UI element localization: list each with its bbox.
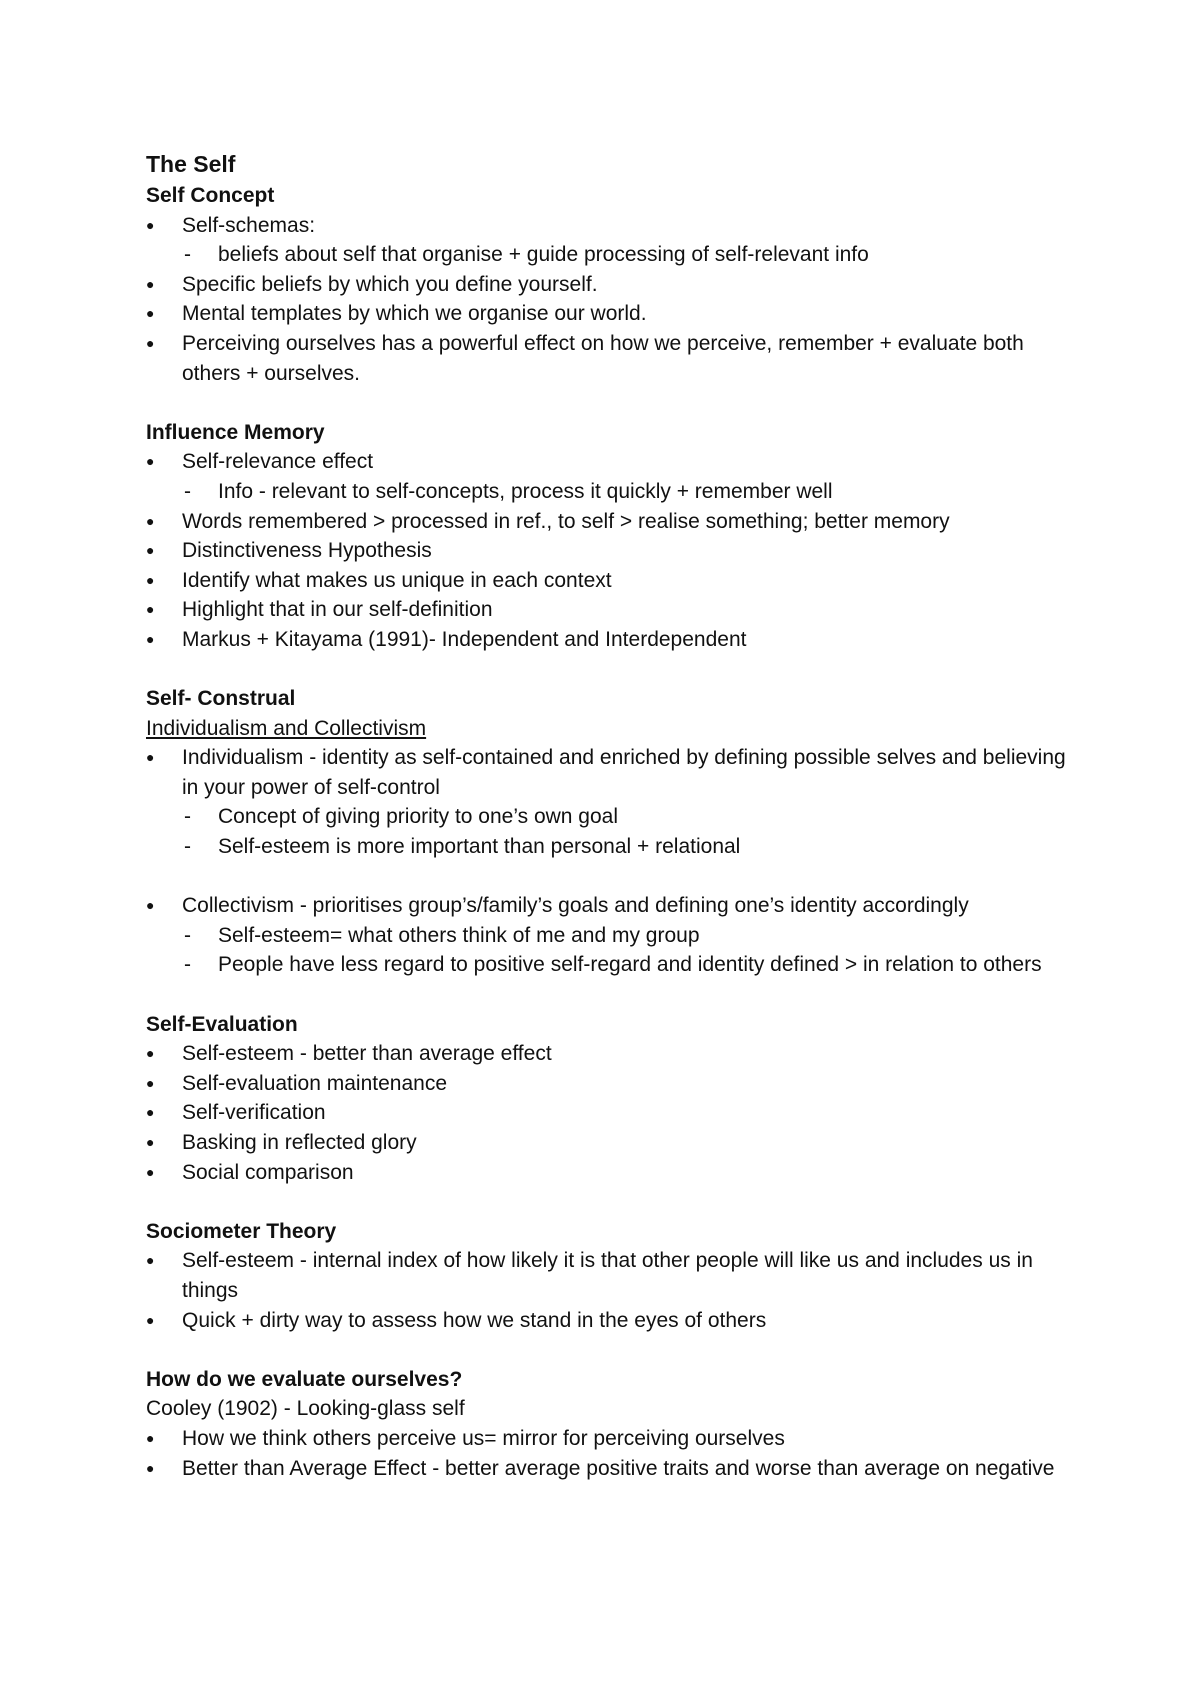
dash-icon: - [184, 479, 191, 503]
sub-list-item [182, 240, 1066, 270]
list-item-text: Words remembered > processed in ref., to self > realise something; better memory [182, 509, 950, 533]
bullet-list [146, 743, 1066, 980]
bullet-icon: ● [146, 305, 155, 322]
sub-list-item [182, 950, 1066, 980]
document-body [146, 147, 1066, 1483]
bullet-icon: ● [146, 542, 155, 559]
list-item-text: Self-esteem - better than average effect [182, 1042, 552, 1066]
section-self-construal [146, 684, 1066, 980]
dash-icon: - [184, 805, 191, 829]
list-item [146, 1098, 1066, 1128]
bullet-icon: ● [146, 1429, 155, 1446]
list-item-text: Perceiving ourselves has a powerful effect on how we perceive, remember + evaluate both others + ourselves. [182, 331, 1024, 385]
bullet-icon: ● [146, 334, 155, 351]
dash-icon: - [184, 953, 191, 977]
list-item [146, 595, 1066, 625]
bullet-icon: ● [146, 1074, 155, 1091]
bullet-icon: ● [146, 571, 155, 588]
list-item-text: Self-schemas: [182, 213, 316, 237]
list-item-text: How we think others perceive us= mirror for perceiving ourselves [182, 1426, 785, 1450]
bullet-icon: ● [146, 1163, 155, 1180]
list-item [146, 329, 1066, 388]
bullet-list [146, 1039, 1066, 1187]
list-item [146, 625, 1066, 655]
sub-list-item-text: Info - relevant to self-concepts, process it quickly + remember well [218, 479, 833, 503]
sub-list-item [182, 477, 1066, 507]
bullet-icon: ● [146, 453, 155, 470]
bullet-icon: ● [146, 275, 155, 292]
sub-list [182, 240, 1066, 270]
list-item-text: Self-evaluation maintenance [182, 1071, 448, 1095]
list-item-text: Collectivism - prioritises group’s/family’s goals and defining one’s identity accordingly [182, 894, 969, 918]
bullet-list [146, 447, 1066, 654]
dash-icon: - [184, 243, 191, 267]
list-item [146, 1069, 1066, 1099]
list-item [146, 536, 1066, 566]
list-item [146, 1424, 1066, 1454]
dash-icon: - [184, 923, 191, 947]
list-item [146, 1246, 1066, 1305]
sub-list-item-text: People have less regard to positive self-regard and identity defined > in relation to others [218, 953, 1042, 977]
bullet-icon: ● [146, 216, 155, 233]
list-item [146, 1306, 1066, 1336]
bullet-icon: ● [146, 1104, 155, 1121]
bullet-icon: ● [146, 1459, 155, 1476]
section-self-evaluation [146, 1010, 1066, 1188]
bullet-icon: ● [146, 601, 155, 618]
bullet-icon: ● [146, 630, 155, 647]
dash-icon: - [184, 835, 191, 859]
list-item-text: Better than Average Effect - better average positive traits and worse than average on negative [182, 1456, 1055, 1480]
list-item-text: Markus + Kitayama (1991)- Independent and Interdependent [182, 627, 747, 651]
sub-list-item [182, 802, 1066, 832]
list-item-text: Mental templates by which we organise our world. [182, 302, 647, 326]
list-item [146, 1454, 1066, 1484]
list-item-text: Social comparison [182, 1160, 354, 1184]
list-item-text: Highlight that in our self-definition [182, 598, 493, 622]
section-heading: Self Concept [146, 184, 275, 207]
bullet-icon: ● [146, 897, 155, 914]
section-self-concept [146, 181, 1066, 388]
bullet-list [146, 1424, 1066, 1483]
sub-list [182, 477, 1066, 507]
section-heading: Sociometer Theory [146, 1219, 337, 1243]
list-item-text: Self-esteem - internal index of how likely it is that other people will like us and includes us in things [182, 1249, 1033, 1302]
bullet-icon: ● [146, 749, 155, 766]
list-item [146, 507, 1066, 537]
list-item [146, 270, 1066, 300]
list-item-text: Basking in reflected glory [182, 1131, 417, 1154]
section-heading: Influence Memory [146, 420, 325, 444]
list-item [146, 1158, 1066, 1188]
bullet-list [146, 211, 1066, 389]
list-item [146, 447, 1066, 506]
section-subheading: Individualism and Collectivism [146, 716, 427, 740]
bullet-icon: ● [146, 1252, 155, 1269]
sub-list-item [182, 832, 1066, 862]
section-how-do-we-evaluate [146, 1365, 1066, 1483]
list-item [146, 1128, 1066, 1158]
list-item [146, 566, 1066, 596]
section-influence-memory [146, 418, 1066, 655]
bullet-icon: ● [146, 512, 155, 529]
list-item-text: Distinctiveness Hypothesis [182, 539, 432, 563]
list-item [146, 891, 1066, 980]
bullet-icon: ● [146, 1311, 155, 1328]
bullet-icon: ● [146, 1134, 155, 1150]
sub-list [182, 921, 1066, 980]
list-item-text: Self-relevance effect [182, 450, 374, 474]
list-item-text: Identify what makes us unique in each context [182, 568, 612, 592]
sub-list-item [182, 921, 1066, 951]
section-heading: How do we evaluate ourselves? [146, 1367, 463, 1391]
section-subheading: Cooley (1902) - Looking-glass self [146, 1397, 465, 1421]
bullet-list [146, 1246, 1066, 1335]
list-item [146, 1039, 1066, 1069]
sub-list [182, 802, 1066, 861]
list-item-text: Specific beliefs by which you define yourself. [182, 272, 598, 296]
list-item-text: Individualism - identity as self-contained and enriched by defining possible selves and believing in your power of self-control [182, 746, 1066, 799]
section-sociometer-theory [146, 1217, 1066, 1335]
list-item-text: Self-verification [182, 1101, 326, 1125]
bullet-icon: ● [146, 1045, 155, 1062]
list-item [146, 211, 1066, 270]
sub-list-item-text: Self-esteem= what others think of me and my group [218, 923, 700, 947]
section-heading: Self-Evaluation [146, 1012, 298, 1036]
list-item [146, 743, 1066, 861]
sub-list-item-text: beliefs about self that organise + guide processing of self-relevant info [218, 243, 869, 267]
list-item-text: Quick + dirty way to assess how we stand in the eyes of others [182, 1308, 767, 1332]
section-heading: Self- Construal [146, 687, 296, 711]
sub-list-item-text: Concept of giving priority to one’s own goal [218, 805, 619, 829]
sub-list-item-text: Self-esteem is more important than personal + relational [218, 835, 741, 859]
list-item [146, 299, 1066, 329]
document-title: The Self [146, 151, 236, 177]
